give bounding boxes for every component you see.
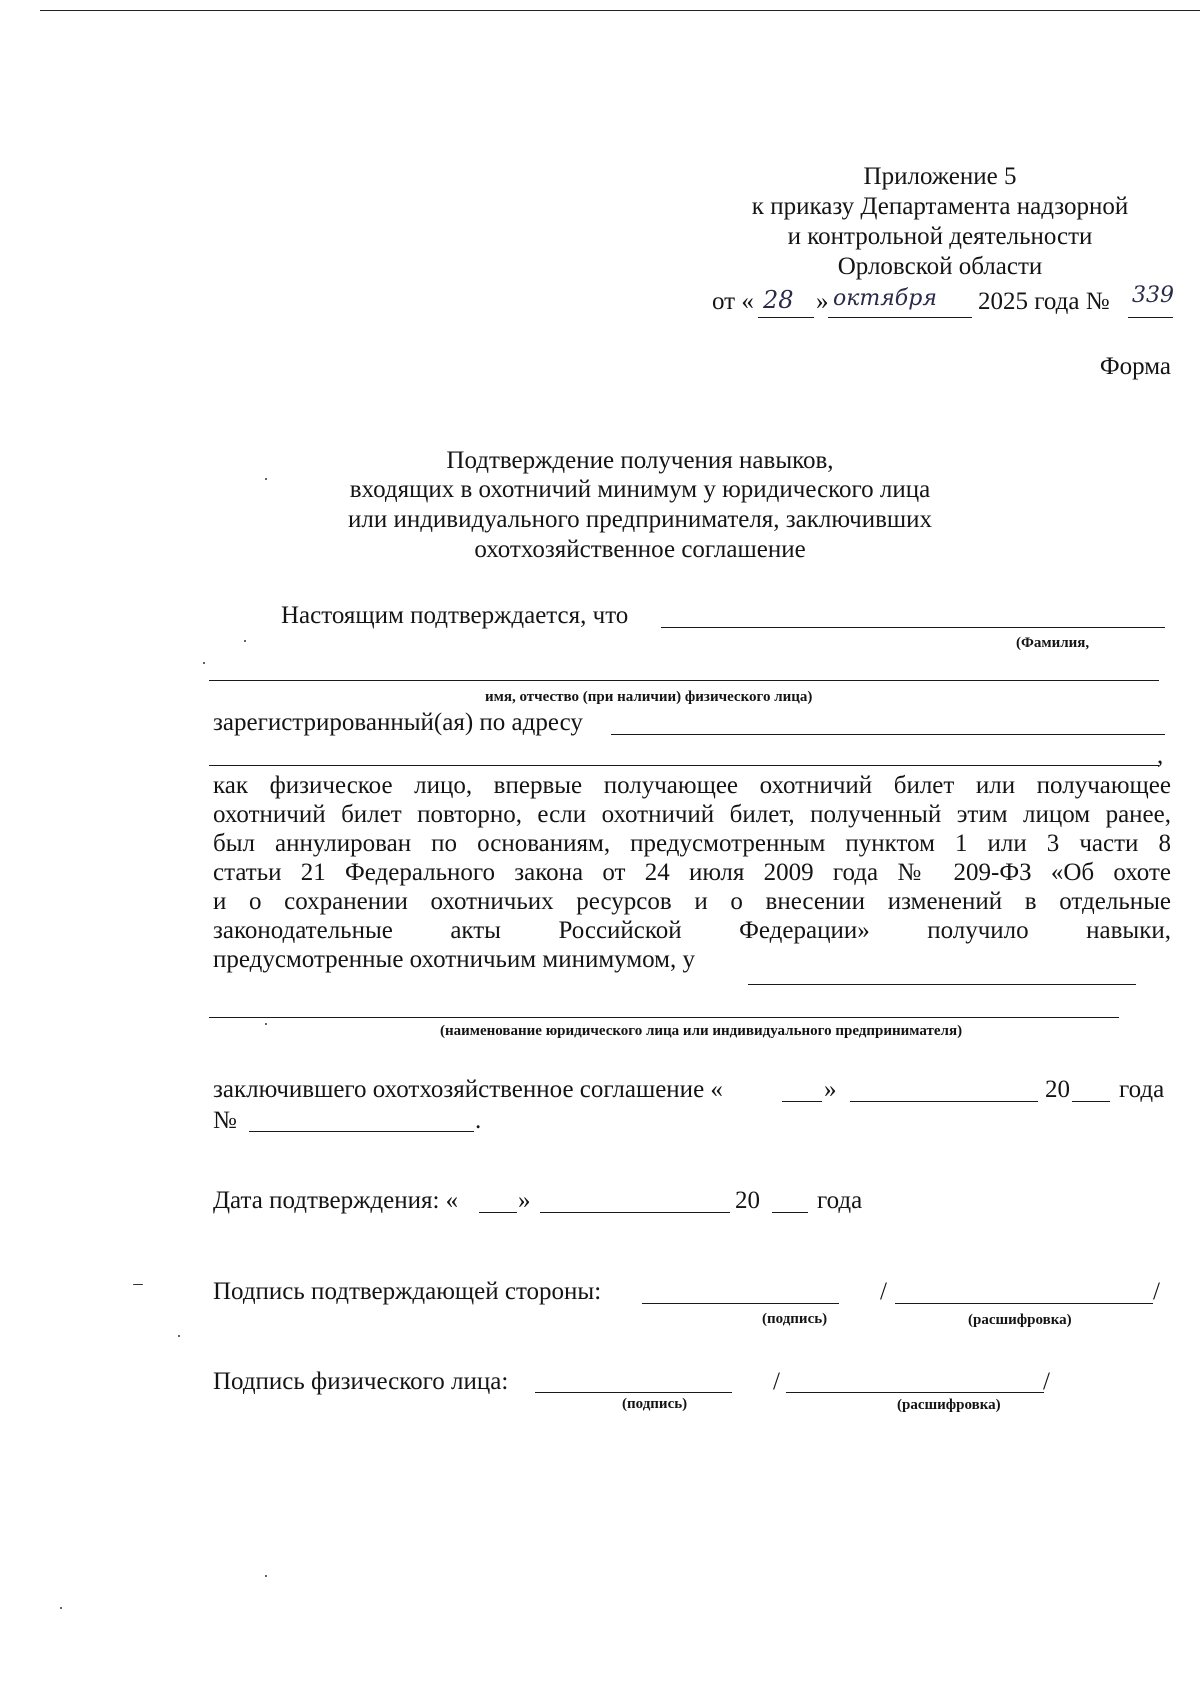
paragraph-line: охотничий билет повторно, если охотничий билет, полученный этим лицом ранее, [213, 801, 1171, 828]
organization-field-line-2[interactable] [209, 1017, 1119, 1018]
agreement-year-word: года [1119, 1076, 1165, 1103]
scan-speck [265, 478, 267, 480]
scan-speck [203, 662, 205, 664]
order-date-prefix: от « [712, 288, 754, 315]
confirmation-century: 20 [735, 1187, 760, 1214]
paragraph-last-line: предусмотренные охотничьим минимумом, у [213, 946, 695, 973]
person-decoding-field[interactable] [786, 1392, 1044, 1393]
scan-speck [244, 640, 246, 642]
scan-speck [133, 1284, 143, 1285]
hint-fullname: имя, отчество (при наличии) физического лица) [485, 689, 813, 705]
confirming-hint-decoding: (расшифровка) [968, 1312, 1072, 1328]
scan-speck [265, 1575, 267, 1577]
person-slash-right: / [1043, 1368, 1050, 1395]
paragraph-line: как физическое лицо, впервые получающее охотничий билет или получающее [213, 772, 1171, 799]
address-field-line-2[interactable] [209, 765, 1159, 766]
hint-surname: (Фамилия, [1016, 635, 1090, 651]
agreement-month-field[interactable] [850, 1101, 1038, 1102]
fullname-field-line-2[interactable] [209, 680, 1159, 681]
order-month-handwritten: октября [833, 286, 937, 311]
confirmation-date-label: Дата подтверждения: « [213, 1187, 459, 1214]
title-line-2: входящих в охотничий минимум у юридического лица [349, 476, 931, 503]
title-line-4: охотхозяйственное соглашение [474, 536, 806, 563]
person-signature-label: Подпись физического лица: [213, 1368, 509, 1395]
appendix-region-line: Орловской области [837, 253, 1043, 280]
organization-field-line[interactable] [748, 984, 1136, 985]
confirming-hint-signature: (подпись) [762, 1311, 828, 1327]
appendix-department-line: и контрольной деятельности [787, 223, 1093, 250]
agreement-quote-close: » [824, 1076, 837, 1103]
agreement-day-field[interactable] [782, 1101, 822, 1102]
order-day-handwritten: 28 [763, 286, 794, 314]
order-day-underline [758, 317, 814, 318]
paragraph-line: был аннулирован по основаниям, предусмотренным пунктом 1 или 3 части 8 [213, 830, 1171, 857]
order-number-handwritten: 339 [1132, 283, 1174, 308]
confirming-slash-right: / [1153, 1278, 1160, 1305]
confirmation-year-word: года [817, 1187, 863, 1214]
agreement-century: 20 [1045, 1076, 1070, 1103]
agreement-text: заключившего охотхозяйственное соглашение « [213, 1076, 723, 1103]
address-comma: , [1157, 742, 1164, 769]
confirming-slash-left: / [880, 1278, 887, 1305]
appendix-number: Приложение 5 [863, 163, 1017, 190]
person-signature-field[interactable] [535, 1392, 732, 1393]
paragraph-line: и о сохранении охотничьих ресурсов и о внесении изменений в отдельные [213, 888, 1171, 915]
fullname-field-line[interactable] [661, 627, 1165, 628]
confirmation-day-field[interactable] [479, 1212, 517, 1213]
confirming-signature-label: Подпись подтверждающей стороны: [213, 1278, 602, 1305]
confirmation-month-field[interactable] [540, 1212, 730, 1213]
scan-speck [60, 1607, 62, 1609]
order-number-underline [1128, 317, 1173, 318]
confirming-signature-field[interactable] [642, 1303, 839, 1304]
person-hint-signature: (подпись) [622, 1396, 688, 1412]
address-field-line[interactable] [611, 734, 1165, 735]
form-label: Форма [1099, 353, 1171, 380]
title-line-1: Подтверждение получения навыков, [446, 447, 834, 474]
registered-text: зарегистрированный(ая) по адресу [213, 709, 583, 736]
scan-speck [265, 1023, 267, 1025]
paragraph-line: статьи 21 Федерального закона от 24 июля 2009 года № 209-ФЗ «Об охоте [213, 859, 1171, 886]
confirming-decoding-field[interactable] [895, 1303, 1153, 1304]
appendix-order-line: к приказу Департамента надзорной [751, 193, 1129, 220]
confirmation-year-field[interactable] [772, 1212, 808, 1213]
title-line-3: или индивидуального предпринимателя, заключивших [347, 506, 933, 533]
agreement-number-field[interactable] [249, 1131, 474, 1132]
order-month-underline [828, 317, 972, 318]
hint-organization: (наименование юридического лица или индивидуального предпринимателя) [440, 1023, 963, 1039]
main-paragraph [213, 771, 1171, 974]
top-border-line [40, 10, 1200, 11]
paragraph-line: законодательные акты Российской Федерации» получило навыки, [213, 917, 1171, 944]
scan-speck [178, 1335, 180, 1337]
person-slash-left: / [773, 1368, 780, 1395]
order-year-number-label: 2025 года № [978, 288, 1110, 315]
agreement-period: . [475, 1107, 482, 1134]
agreement-year-field[interactable] [1072, 1101, 1110, 1102]
person-hint-decoding: (расшифровка) [897, 1397, 1001, 1413]
number-sign: № [213, 1107, 237, 1134]
confirm-text: Настоящим подтверждается, что [281, 602, 629, 629]
order-date-quote-close: » [816, 288, 829, 315]
confirmation-quote-close: » [518, 1187, 531, 1214]
